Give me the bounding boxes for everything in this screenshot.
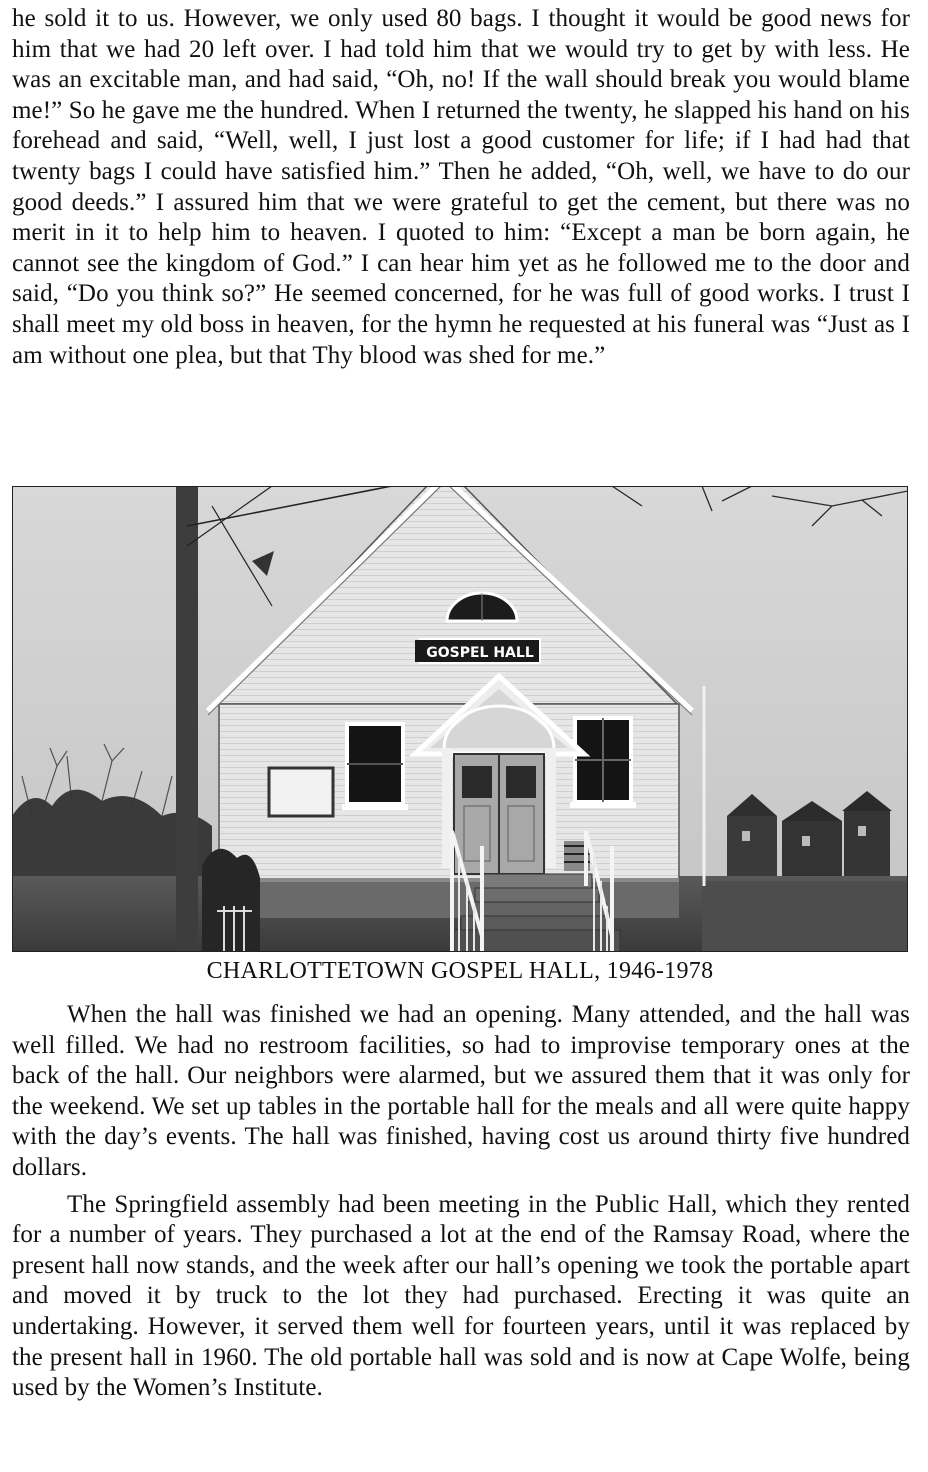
photo-caption: CHARLOTTETOWN GOSPEL HALL, 1946-1978	[206, 958, 714, 984]
document-page	[12, 0, 910, 1402]
gospel-hall-sign	[415, 639, 540, 663]
utility-pole	[176, 486, 198, 952]
paragraph-springfield: The Springfield assembly had been meeting in the Public Hall, which they rented for a number of years. They purchased a lot at the end of the Ramsay Road, where the present hall now stands, and the week after our hall’s opening we took the portable apart and moved it by truck to the lot they had purchased. Erecting it was quite an undertaking. However, it served them well for fourteen years, until it was replaced by the present hall in 1960. The old portable hall was sold and is now at Cape Wolfe, being used by the Women’s Institute.	[12, 1190, 910, 1402]
houses-right	[727, 791, 892, 876]
bottom-text	[12, 1000, 910, 1404]
top-paragraph: he sold it to us. However, we only used 80 bags. I thought it would be good news for him that we had 20 left over. I had told him that we would try to get by with less. He was an excitable man, and had said, “Oh, no! If the wall should break you would blame me!” So he gave me the hundred. When I returned the twenty, he slapped his hand on his forehead and said, “Well, well, I just lost a good customer for life; if I had had that twenty bags I could have satisfied him.” Then he added, “Oh, well, we have to do our good deeds.” I assured him that we were grateful to get the cement, but there was no merit in it to help him to heaven. I quoted to him: “Except a man be born again, he cannot see the kingdom of God.” I can hear him yet as he followed me to the door and said, “Do you think so?” He seemed concerned, for he was full of good works. I trust I shall meet my old boss in heaven, for the hymn he requested at his funeral was “Just as I am without one plea, but that Thy blood was shed for me.”	[12, 5, 910, 369]
paragraph-opening: When the hall was finished we had an opening. Many attended, and the hall was well filled. We had no restroom facilities, so had to improvise temporary ones at the back of the hall. Our neighbors were alarmed, but we assured them that it was only for the weekend. We set up tables in the portable hall for the meals and all were quite happy with the day’s events. The hall was finished, having cost us around thirty five hundred dollars.	[12, 1001, 910, 1181]
gospel-hall-photo	[12, 486, 908, 952]
sign-text: GOSPEL HALL	[426, 645, 534, 661]
